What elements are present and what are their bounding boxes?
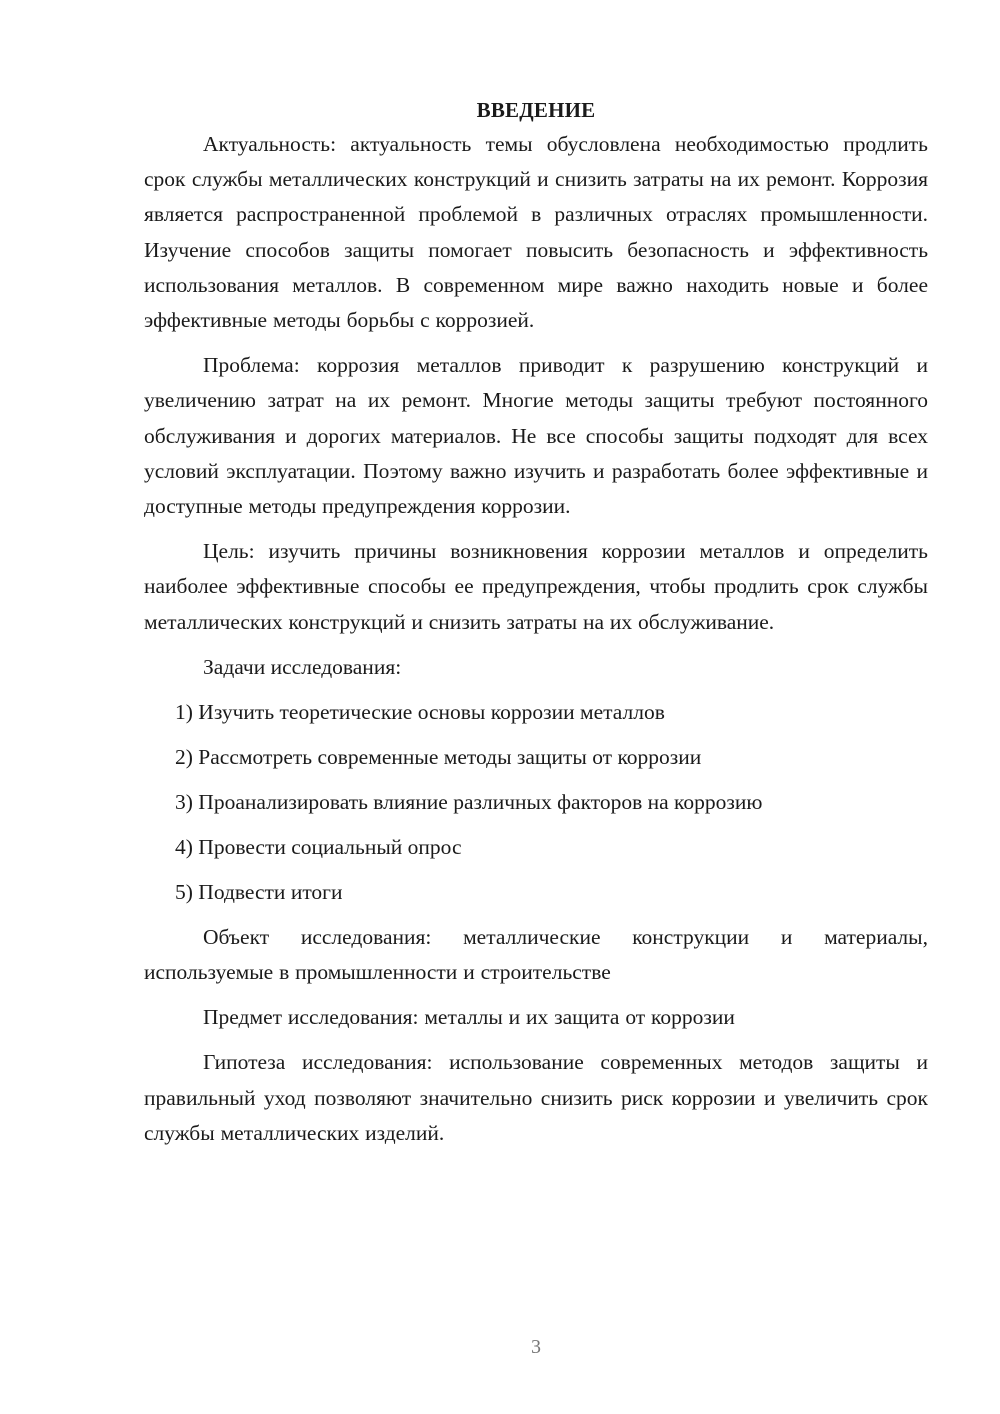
list-item — [144, 785, 928, 820]
page-content — [144, 95, 928, 1161]
list-item-text: Рассмотреть современные методы защиты от коррозии — [198, 744, 702, 769]
relevance-paragraph: Актуальность: актуальность темы обусловлена необходимостью продлить срок службы металлических конструкций и снизить затраты на их ремонт. Коррозия является распространенной проблемой в различных отраслях промышленности. Изучение способов защиты помогает повысить безопасность и эффективность использования металлов. В современном мире важно находить новые и более эффективные методы борьбы с коррозией. — [144, 132, 928, 333]
list-item — [144, 830, 928, 865]
problem-paragraph: Проблема: коррозия металлов приводит к разрушению конструкций и увеличению затрат на их ремонт. Многие методы защиты требуют постоянного обслуживания и дорогих материалов. Не все способы защиты подходят для всех условий эксплуатации. Поэтому важно изучить и разработать более эффективные и доступные методы предупреждения коррозии. — [144, 353, 928, 519]
list-item-text: Изучить теоретические основы коррозии металлов — [198, 699, 665, 724]
tasks-list — [144, 695, 928, 910]
list-item — [144, 740, 928, 775]
list-item-number: 2) — [175, 744, 193, 769]
list-item-number: 3) — [175, 789, 193, 814]
list-item-text: Провести социальный опрос — [198, 834, 462, 859]
list-item — [144, 695, 928, 730]
list-item-number: 5) — [175, 879, 193, 904]
tasks-title: Задачи исследования: — [203, 654, 402, 679]
list-item-text: Проанализировать влияние различных факторов на коррозию — [198, 789, 763, 814]
list-item-number: 1) — [175, 699, 193, 724]
subject-paragraph: Предмет исследования: металлы и их защита от коррозии — [203, 1005, 735, 1030]
goal-paragraph: Цель: изучить причины возникновения коррозии металлов и определить наиболее эффективные способы ее предупреждения, чтобы продлить срок службы металлических конструкций и снизить затраты на их обслуживание. — [144, 539, 928, 634]
object-paragraph: Объект исследования: металлические конструкции и материалы, используемые в промышленности и строительстве — [144, 924, 928, 985]
hypothesis-paragraph: Гипотеза исследования: использование современных методов защиты и правильный уход позволяют значительно снизить риск коррозии и увеличить срок службы металлических изделий. — [144, 1050, 928, 1145]
list-item-text: Подвести итоги — [198, 879, 343, 904]
section-heading: ВВЕДЕНИЕ — [476, 98, 596, 122]
page-number: 3 — [531, 1336, 541, 1358]
list-item-number: 4) — [175, 834, 193, 859]
list-item — [144, 875, 928, 910]
